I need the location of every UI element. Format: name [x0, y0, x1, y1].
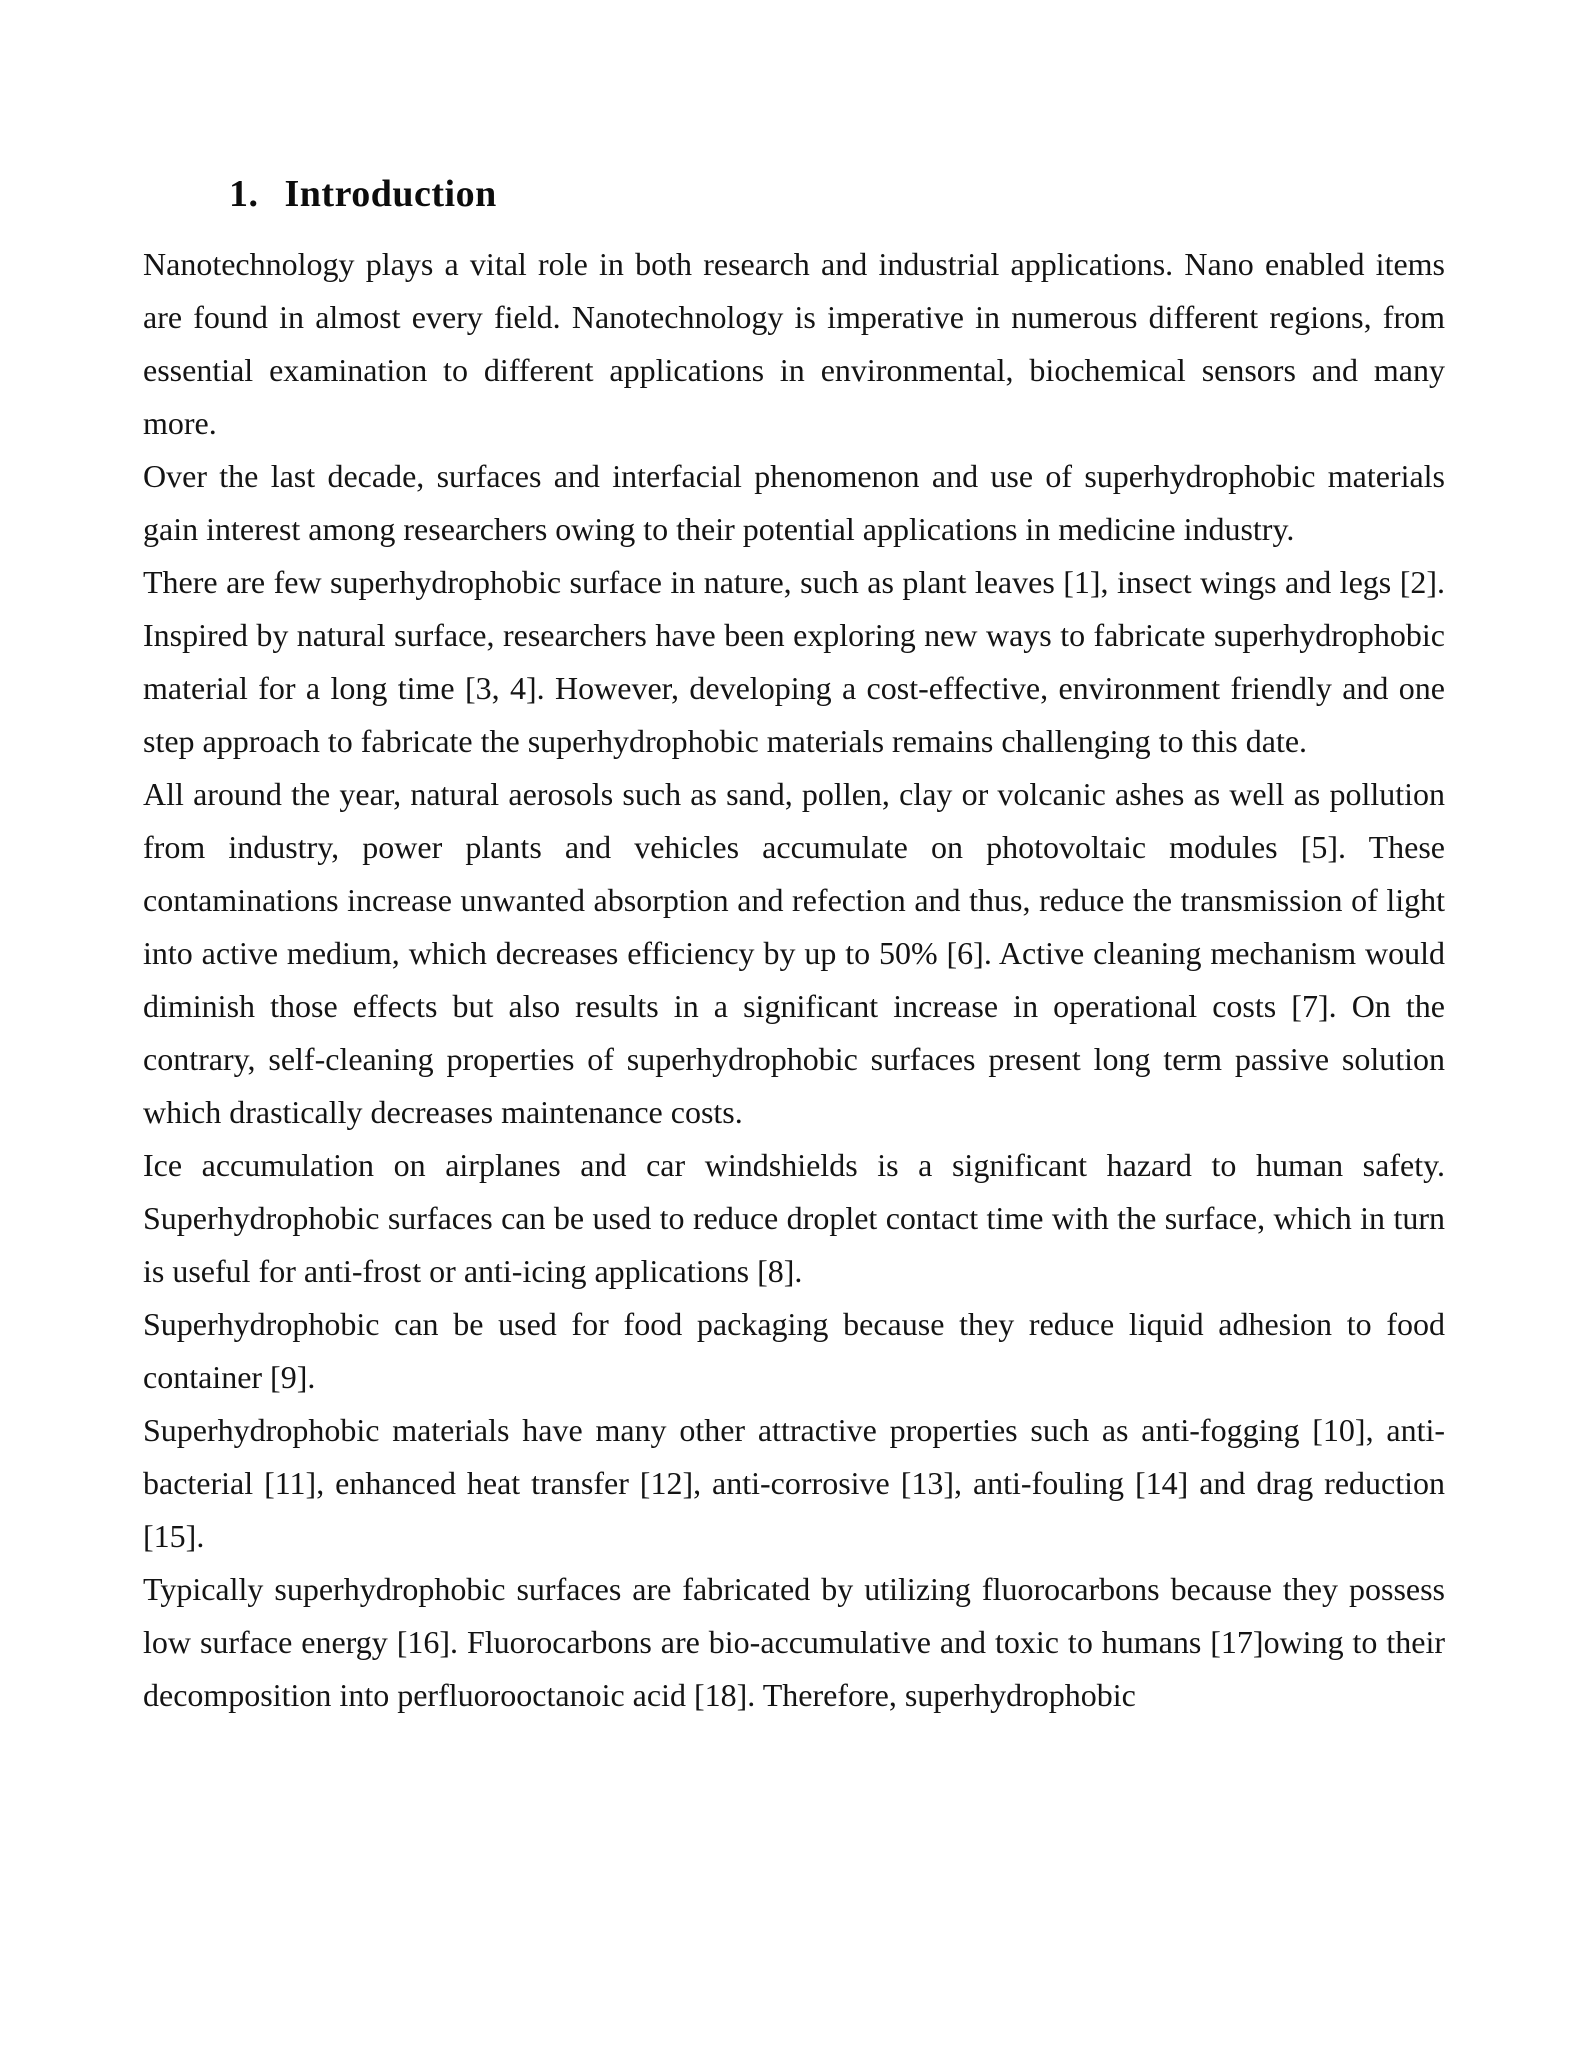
section-heading: [229, 172, 1445, 216]
paragraph-fluorocarbons: Typically superhydrophobic surfaces are fabricated by utilizing fluorocarbons because they possess low surface energy [16]. Fluorocarbons are bio-accumulative and toxic to humans [17]owing to their decomposition into perfluorooctanoic acid [18]. Therefore, superhydrophobic: [143, 1571, 1445, 1713]
paragraph-other-properties: Superhydrophobic materials have many other attractive properties such as anti-fogging [10], anti-bacterial [11], enhanced heat transfer [12], anti-corrosive [13], anti-fouling [14] and drag reduction [15].: [143, 1412, 1445, 1554]
page-content: [143, 172, 1445, 1722]
paragraph-food-packaging: Superhydrophobic can be used for food packaging because they reduce liquid adhesion to food container [9].: [143, 1306, 1445, 1395]
paragraph-natural-surfaces: There are few superhydrophobic surface in nature, such as plant leaves [1], insect wings and legs [2]. Inspired by natural surface, researchers have been exploring new ways to fabricate superhydrophobic material for a long time [3, 4]. However, developing a cost-effective, environment friendly and one step approach to fabricate the superhydrophobic materials remains challenging to this date.: [143, 564, 1445, 759]
body-text: [143, 238, 1445, 1722]
section-number: 1.: [229, 173, 259, 215]
paragraph-aerosols-photovoltaic: All around the year, natural aerosols such as sand, pollen, clay or volcanic ashes as well as pollution from industry, power plants and vehicles accumulate on photovoltaic modules [5]. These contaminations increase unwanted absorption and refection and thus, reduce the transmission of light into active medium, which decreases efficiency by up to 50% [6]. Active cleaning mechanism would diminish those effects but also results in a significant increase in operational costs [7]. On the contrary, self-cleaning properties of superhydrophobic surfaces present long term passive solution which drastically decreases maintenance costs.: [143, 776, 1445, 1130]
paragraph-surfaces-interfacial: Over the last decade, surfaces and interfacial phenomenon and use of superhydrophobic materials gain interest among researchers owing to their potential applications in medicine industry.: [143, 458, 1445, 547]
paragraph-intro-nanotechnology: Nanotechnology plays a vital role in both research and industrial applications. Nano enabled items are found in almost every field. Nanotechnology is imperative in numerous different regions, from essential examination to different applications in environmental, biochemical sensors and many more.: [143, 246, 1445, 441]
section-title: Introduction: [284, 173, 497, 215]
paragraph-ice-accumulation: Ice accumulation on airplanes and car windshields is a significant hazard to human safety. Superhydrophobic surfaces can be used to reduce droplet contact time with the surface, which in turn is useful for anti-frost or anti-icing applications [8].: [143, 1147, 1445, 1289]
